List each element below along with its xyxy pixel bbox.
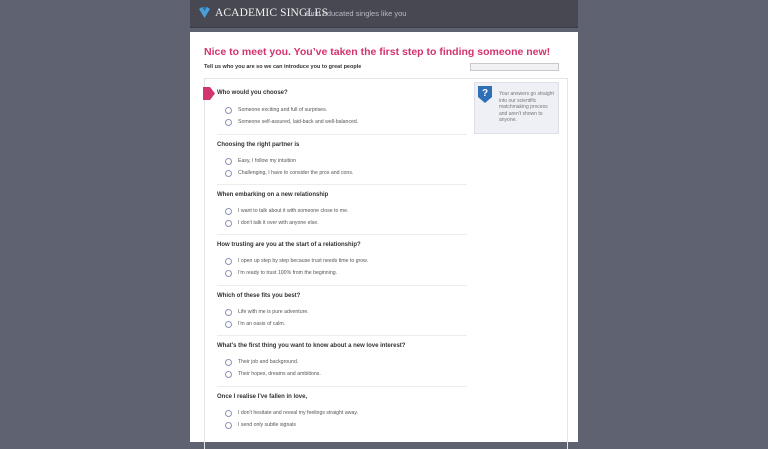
option-label[interactable]: Life with me is pure adventure. — [238, 309, 309, 315]
option-1[interactable] — [225, 157, 455, 167]
option-label[interactable]: Challenging, I have to consider the pros and cons. — [238, 170, 354, 176]
radio-button[interactable] — [225, 371, 232, 378]
svg-text:?: ? — [481, 88, 489, 99]
radio-button[interactable] — [225, 119, 232, 126]
option-1[interactable] — [225, 358, 455, 368]
option-2[interactable] — [225, 370, 455, 380]
question-title: How trusting are you at the start of a relationship? — [217, 242, 361, 248]
question-6 — [217, 335, 467, 384]
question-title: Who would you choose? — [217, 90, 288, 96]
radio-button[interactable] — [225, 321, 232, 328]
option-label[interactable]: I'm ready to trust 100% from the beginning. — [238, 270, 338, 276]
brand-name: ACADEMIC SINGLES — [215, 7, 329, 19]
heart-checkmark-icon — [198, 6, 211, 20]
radio-button[interactable] — [225, 208, 232, 215]
option-label[interactable]: Someone exciting and full of surprises. — [238, 107, 328, 113]
option-label[interactable]: I'm an oasis of calm. — [238, 321, 286, 327]
option-1[interactable] — [225, 308, 455, 318]
option-label[interactable]: Their job and background. — [238, 359, 299, 365]
question-5 — [217, 285, 467, 334]
page-title: Nice to meet you. You’ve taken the first step to finding someone new! — [204, 46, 551, 58]
question-title: Choosing the right partner is — [217, 142, 300, 148]
option-2[interactable] — [225, 169, 455, 179]
question-title: What's the first thing you want to know about a new love interest? — [217, 343, 406, 349]
main-panel — [190, 32, 578, 442]
option-1[interactable] — [225, 257, 455, 267]
question-title: When embarking on a new relationship — [217, 192, 329, 198]
option-label[interactable]: I don't talk it over with anyone else. — [238, 220, 319, 226]
radio-button[interactable] — [225, 359, 232, 366]
question-title: Once I realise I've fallen in love, — [217, 394, 308, 400]
option-2[interactable] — [225, 320, 455, 330]
option-2[interactable] — [225, 118, 455, 128]
page-subtitle: Tell us who you are so we can introduce you to great people — [204, 64, 362, 70]
option-label[interactable]: Their hopes, dreams and ambitions. — [238, 371, 321, 377]
radio-button[interactable] — [225, 270, 232, 277]
option-2[interactable] — [225, 269, 455, 279]
progress-bar — [470, 63, 559, 71]
question-7 — [217, 386, 467, 443]
question-3 — [217, 184, 467, 233]
option-1[interactable] — [225, 106, 455, 116]
option-2[interactable] — [225, 219, 455, 229]
option-2[interactable] — [225, 421, 455, 431]
radio-button[interactable] — [225, 422, 232, 429]
option-label[interactable]: Easy, I follow my intuition — [238, 158, 296, 164]
option-label[interactable]: Someone self-assured, laid-back and well-balanced. — [238, 119, 359, 125]
current-question-marker-icon — [203, 87, 215, 100]
radio-button[interactable] — [225, 158, 232, 165]
radio-button[interactable] — [225, 410, 232, 417]
privacy-note — [474, 82, 559, 134]
top-header — [190, 0, 578, 28]
radio-button[interactable] — [225, 309, 232, 316]
question-2 — [217, 134, 467, 183]
option-1[interactable] — [225, 409, 455, 419]
privacy-note-text: Your answers go straight into our scientific matchmaking process and aren't shown to anyone. — [499, 91, 554, 123]
option-label[interactable]: I want to talk about it with someone close to me. — [238, 208, 349, 214]
radio-button[interactable] — [225, 107, 232, 114]
brand-tagline: Find educated singles like you — [306, 9, 407, 18]
radio-button[interactable] — [225, 220, 232, 227]
question-title: Which of these fits you best? — [217, 293, 301, 299]
radio-button[interactable] — [225, 170, 232, 177]
question-1 — [217, 90, 467, 134]
radio-button[interactable] — [225, 258, 232, 265]
question-4 — [217, 234, 467, 283]
option-1[interactable] — [225, 207, 455, 217]
option-label[interactable]: I open up step by step because trust needs time to grow. — [238, 258, 369, 264]
shield-question-icon — [478, 86, 492, 103]
option-label[interactable]: I send only subtle signals — [238, 422, 296, 428]
option-label[interactable]: I don't hesitate and reveal my feelings straight away. — [238, 410, 358, 416]
